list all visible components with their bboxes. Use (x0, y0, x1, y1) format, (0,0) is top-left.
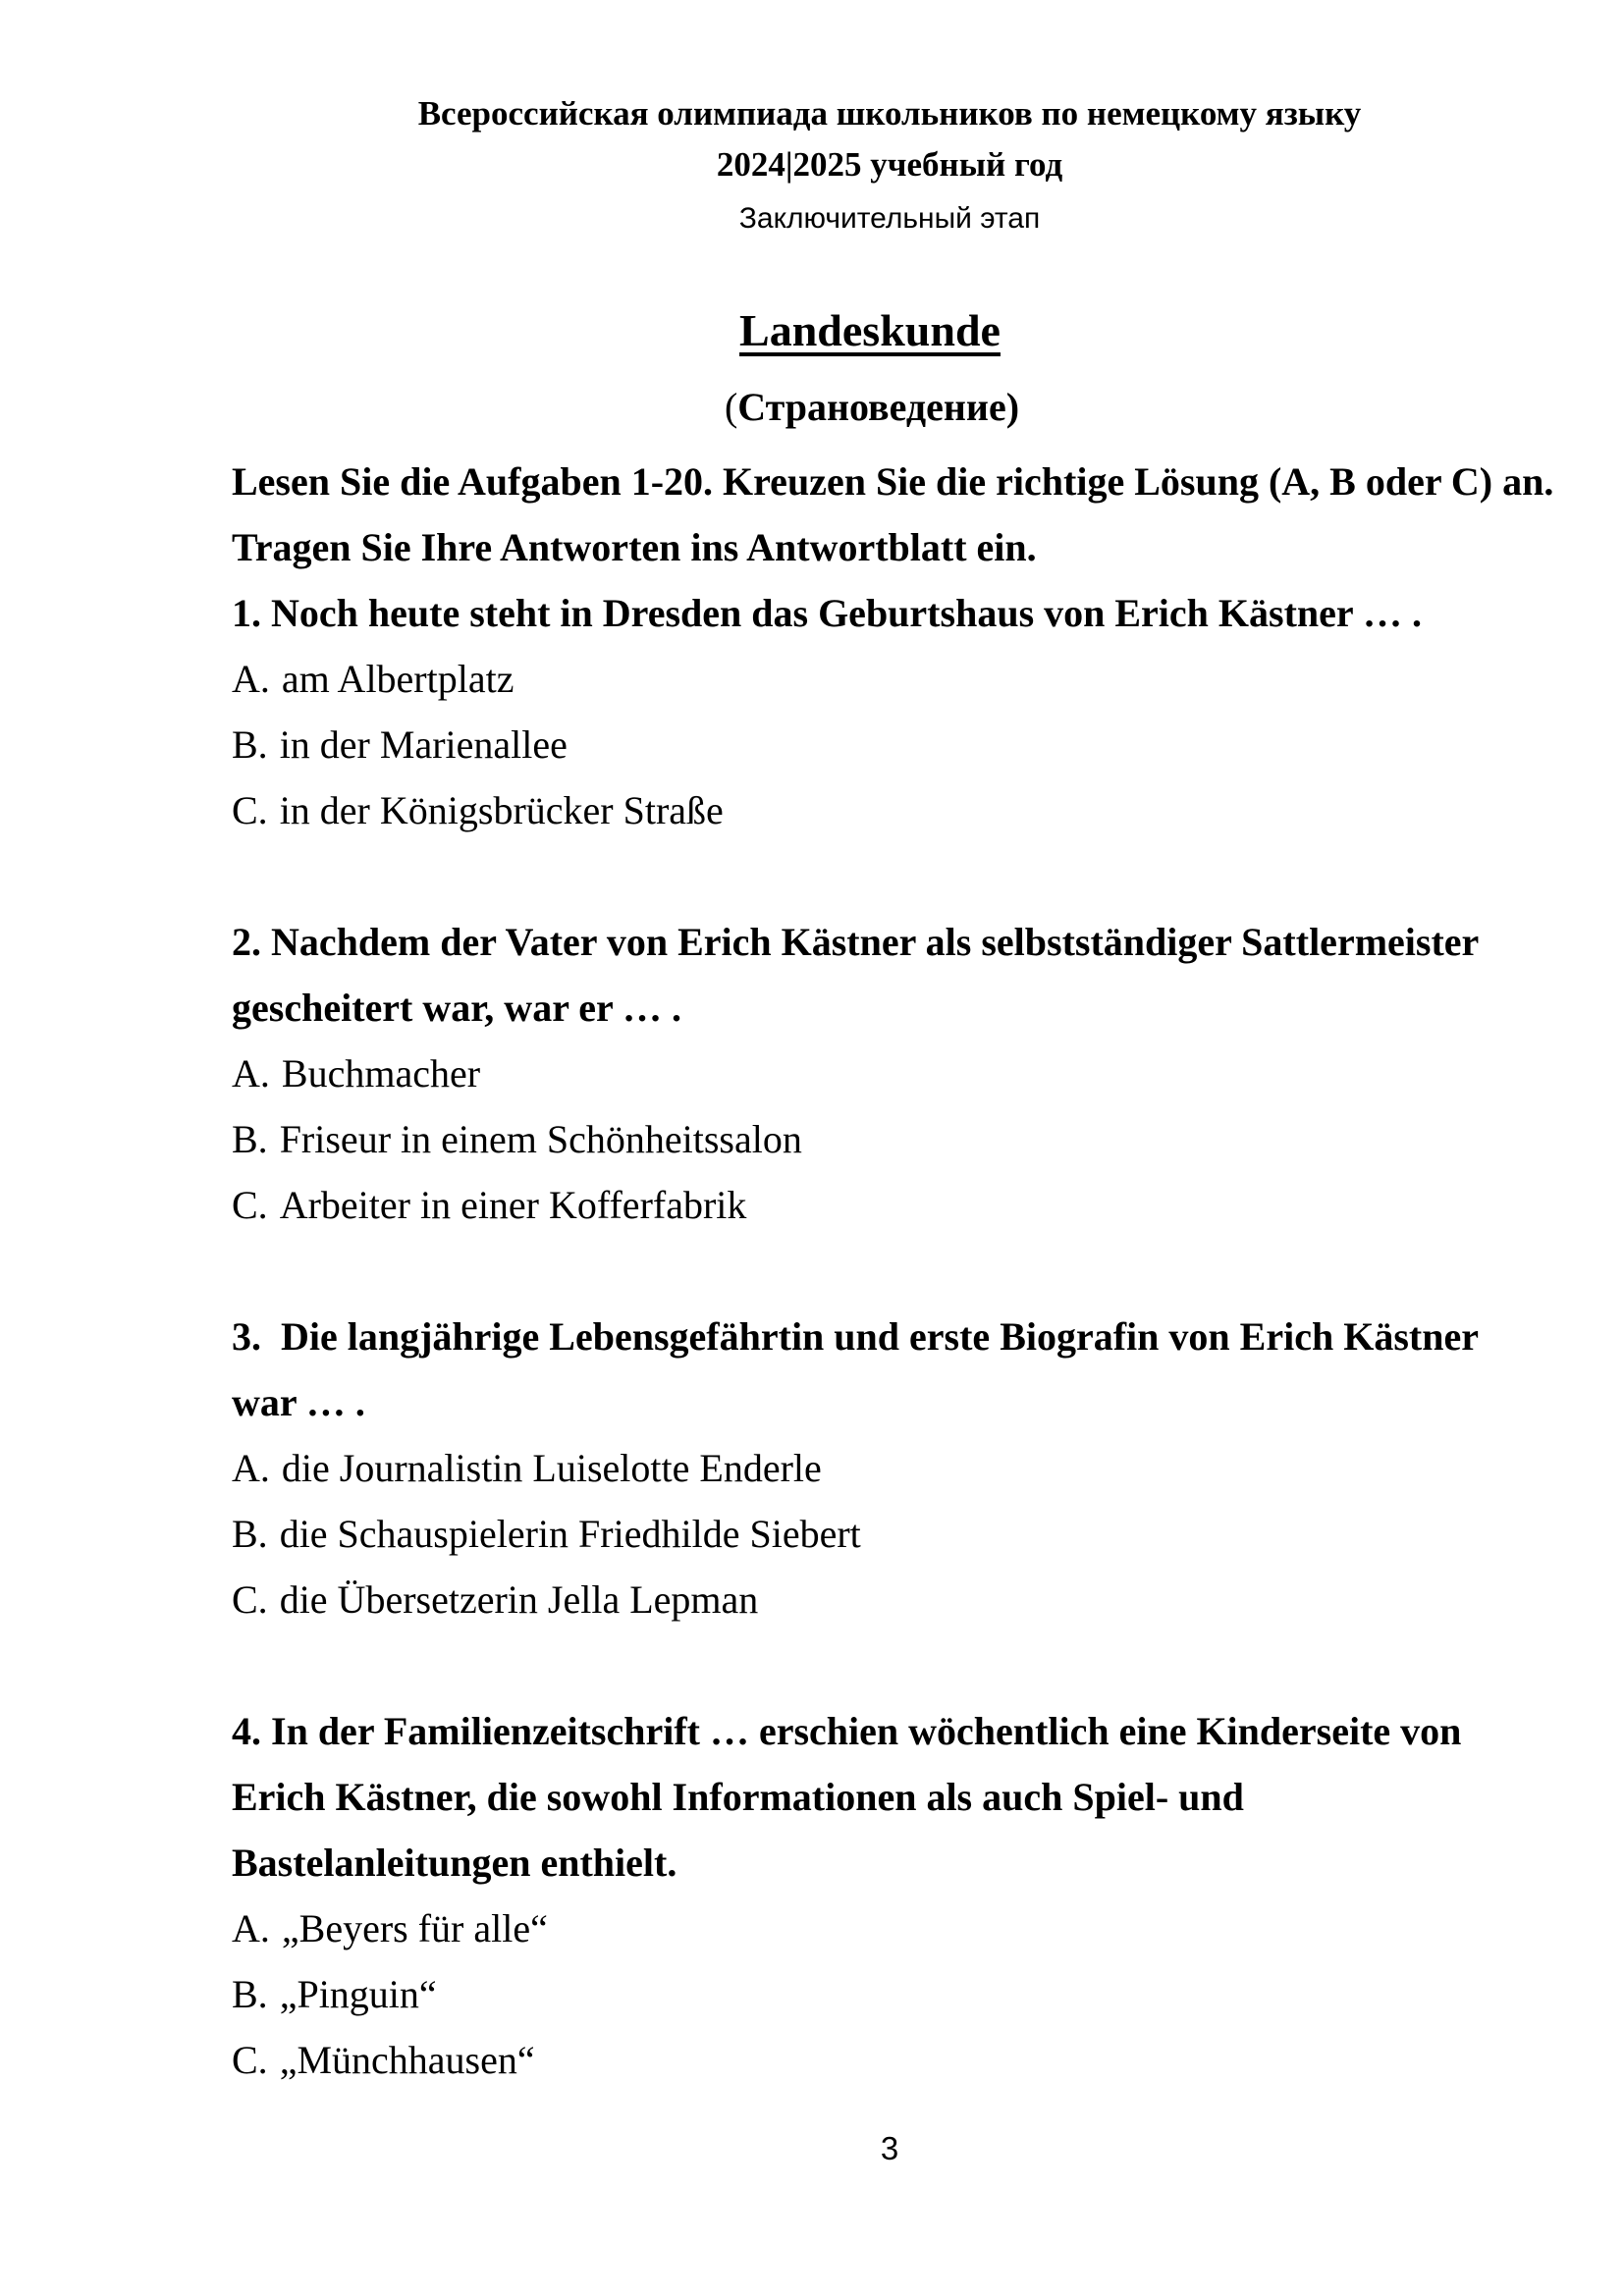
option-b-text: die Schauspielerin Friedhilde Siebert (279, 1512, 861, 1556)
instruction-line-1: Lesen Sie die Aufgaben 1-20. Kreuzen Sie die richtige Lösung (A, B oder C) an. (232, 459, 1554, 504)
question-4-text-line-1: 4. In der Familienzeitschrift … erschien wöchentlich eine Kinderseite von (232, 1709, 1462, 1753)
option-b-label: B. (232, 722, 268, 767)
section-subtitle (214, 374, 1530, 440)
question-3-option-b (232, 1501, 861, 1567)
option-a-label: A. (232, 1051, 270, 1095)
option-c-text: in der Königsbrücker Straße (279, 788, 724, 832)
option-c-label: C. (232, 1183, 268, 1227)
question-4-text-line-2: Erich Kästner, die sowohl Informationen als auch Spiel- und (232, 1775, 1244, 1819)
option-c-text: Arbeiter in einer Kofferfabrik (279, 1183, 747, 1227)
option-b-text: in der Marienallee (279, 722, 568, 767)
option-b-label: B. (232, 1972, 268, 2016)
section-title-text: Landeskunde (739, 305, 1001, 355)
section-title (212, 297, 1528, 363)
header-line-2: 2024|2025 учебный год (716, 145, 1063, 184)
question-3-text-line-1: 3. Die langjährige Lebensgefährtin und erste Biografin von Erich Kästner (232, 1314, 1479, 1359)
question-2-option-a (232, 1041, 480, 1106)
question-4-text-line-3: Bastelanleitungen enthielt. (232, 1841, 677, 1885)
question-4-option-b (232, 1961, 437, 2027)
question-1-option-a (232, 646, 514, 712)
question-2-option-c (232, 1172, 746, 1238)
question-4-option-a (232, 1896, 548, 1961)
option-a-text: am Albertplatz (281, 657, 514, 701)
option-c-label: C. (232, 788, 268, 832)
option-b-text: „Pinguin“ (279, 1972, 437, 2016)
option-a-text: „Beyers für alle“ (281, 1906, 548, 1950)
subtitle-open-paren: ( (724, 385, 738, 429)
option-a-text: Buchmacher (281, 1051, 481, 1095)
option-c-label: C. (232, 2038, 268, 2082)
option-b-label: B. (232, 1117, 268, 1161)
header-line-1: Всероссийская олимпиада школьников по немецкому языку (417, 94, 1362, 133)
question-3-option-c (232, 1567, 758, 1632)
header-line-3: Заключительный этап (738, 202, 1041, 235)
question-2-option-b (232, 1106, 802, 1172)
question-2-text-line-1: 2. Nachdem der Vater von Erich Kästner als selbstständiger Sattlermeister (232, 920, 1480, 964)
question-3-text-line-2: war … . (232, 1380, 365, 1424)
question-2-text-line-2: gescheitert war, war er … . (232, 986, 682, 1030)
question-1-option-c (232, 777, 724, 843)
page-number: 3 (880, 2130, 899, 2166)
option-c-text: „Münchhausen“ (279, 2038, 535, 2082)
question-3-option-a (232, 1435, 822, 1501)
question-1-text: 1. Noch heute steht in Dresden das Geburtshaus von Erich Kästner … . (232, 591, 1422, 635)
option-a-label: A. (232, 1446, 270, 1490)
question-1-option-b (232, 712, 568, 777)
question-4-option-c (232, 2027, 535, 2093)
option-a-label: A. (232, 1906, 270, 1950)
option-a-label: A. (232, 657, 270, 701)
option-c-text: die Übersetzerin Jella Lepman (279, 1577, 759, 1622)
instruction-line-2: Tragen Sie Ihre Antworten ins Antwortblatt ein. (232, 525, 1037, 569)
option-b-text: Friseur in einem Schönheitssalon (279, 1117, 802, 1161)
option-a-text: die Journalistin Luiselotte Enderle (281, 1446, 822, 1490)
option-b-label: B. (232, 1512, 268, 1556)
subtitle-text: Страноведение) (737, 385, 1020, 429)
option-c-label: C. (232, 1577, 268, 1622)
